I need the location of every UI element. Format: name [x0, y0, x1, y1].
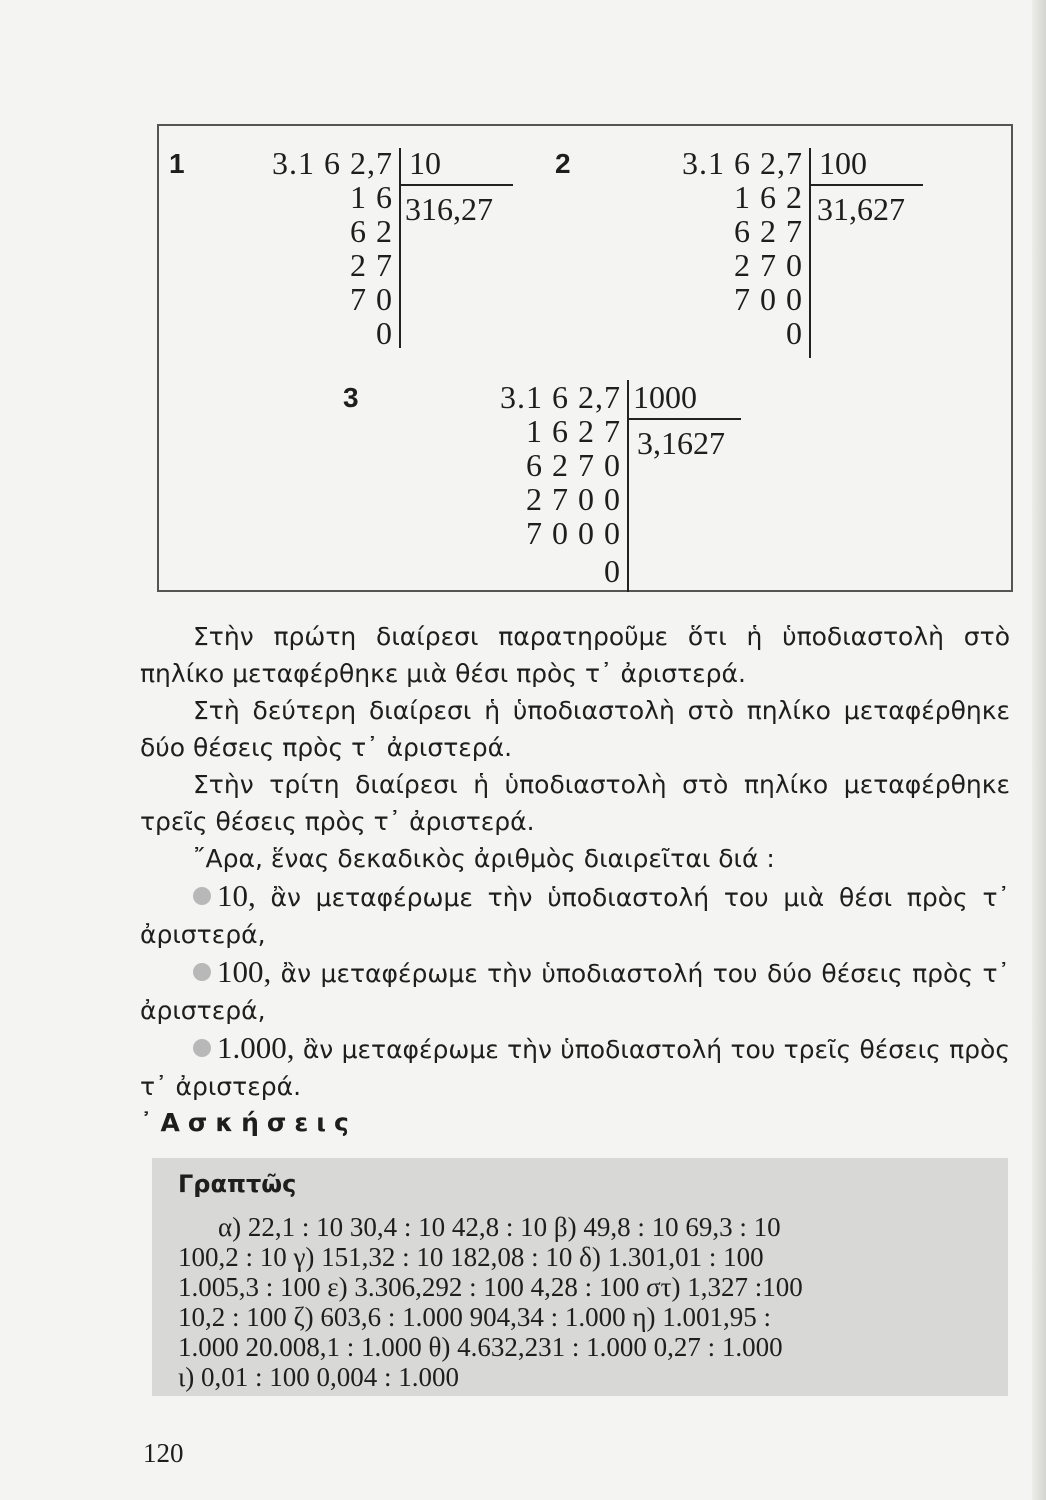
division-2-row: 0: [786, 315, 803, 351]
bullet-text: ἂν μεταφέρωμε τὴν ὑποδιαστολή του μιὰ θέσι πρὸς τ᾿ ἀριστερά,: [140, 883, 1010, 949]
division-3-underline: [629, 418, 741, 420]
division-3-bar: [627, 380, 629, 592]
division-2-number: 2: [555, 148, 571, 179]
division-2-row: 7 0 0: [734, 281, 803, 317]
paragraph: ῎Αρα, ἕνας δεκαδικὸς ἀριθμὸς διαιρεῖται διά :: [193, 844, 775, 873]
division-3-row: 7 0 0 0: [526, 515, 621, 551]
division-2-bar: [809, 148, 811, 358]
exercise-line: 1.005,3 : 100 ε) 3.306,292 : 100 4,28 : 100 στ) 1,327 :100: [178, 1272, 803, 1302]
division-1-row: 2 7: [350, 247, 393, 283]
division-3-number: 3: [343, 382, 359, 413]
division-1-quotient: 316,27: [405, 191, 493, 227]
division-3-row: 1 6 2 7: [526, 413, 621, 449]
bullet-item: [140, 1029, 1010, 1105]
bullet-number: 1.000,: [217, 1030, 295, 1065]
exercise-line: α) 22,1 : 10 30,4 : 10 42,8 : 10 β) 49,8 : 10 69,3 : 10: [218, 1212, 781, 1242]
exercise-lines: [178, 1212, 976, 1392]
bullet-number: 10,: [217, 878, 256, 913]
division-2-underline: [811, 184, 923, 186]
division-1-bar: [399, 148, 401, 348]
division-3-divisor: 1000: [633, 379, 697, 415]
division-2-dividend: 3.1 6 2,7: [682, 145, 803, 181]
paragraph: Στὴ δεύτερη διαίρεσι ἡ ὑποδιαστολὴ στὸ πηλίκο μεταφέρθηκε δύο θέσεις πρὸς τ᾿ ἀριστερά.: [140, 696, 1010, 762]
paragraph: Στὴν πρώτη διαίρεσι παρατηροῦμε ὅτι ἡ ὑποδιαστολὴ στὸ πηλίκο μεταφέρθηκε μιὰ θέσι πρὸς τ᾿ ἀριστερά.: [140, 622, 1010, 688]
exercise-line: 10,2 : 100 ζ) 603,6 : 1.000 904,34 : 1.000 η) 1.001,95 :: [178, 1302, 772, 1332]
written-label: Γραπτῶς: [178, 1170, 297, 1198]
division-2-divisor: 100: [819, 145, 867, 181]
division-3-quotient: 3,1627: [637, 425, 725, 461]
exercise-line: 100,2 : 10 γ) 151,32 : 10 182,08 : 10 δ) 1.301,01 : 100: [178, 1242, 764, 1272]
division-1-dividend: 3.1 6 2,7: [272, 145, 393, 181]
bullet-number: 100,: [217, 954, 272, 989]
explanation-text: [140, 618, 1010, 1105]
division-1-row: 0: [376, 315, 393, 351]
division-1-row: 7 0: [350, 281, 393, 317]
division-1-number: 1: [169, 148, 185, 179]
page-number: 120: [143, 1438, 184, 1468]
division-2-row: 1 6 2: [734, 179, 803, 215]
division-3-row: 0: [604, 553, 621, 589]
division-1-row: 1 6: [350, 179, 393, 215]
division-1-underline: [401, 184, 513, 186]
division-3-row: 6 2 7 0: [526, 447, 621, 483]
bullet-dot-icon: [193, 887, 211, 905]
division-2-quotient: 31,627: [817, 191, 905, 227]
exercise-line: 1.000 20.008,1 : 1.000 θ) 4.632,231 : 1.000 0,27 : 1.000: [178, 1332, 783, 1362]
bullet-item: [140, 953, 1010, 1029]
division-1-divisor: 10: [409, 145, 441, 181]
bullet-item: [140, 877, 1010, 953]
division-1-row: 6 2: [350, 213, 393, 249]
bullet-dot-icon: [193, 963, 211, 981]
division-2-row: 2 7 0: [734, 247, 803, 283]
division-3-dividend: 3.1 6 2,7: [500, 379, 621, 415]
division-2-row: 6 2 7: [734, 213, 803, 249]
division-3-row: 2 7 0 0: [526, 481, 621, 517]
page-edge: [1032, 0, 1046, 1500]
bullet-text: ἂν μεταφέρωμε τὴν ὑποδιαστολή του τρεῖς θέσεις πρὸς τ᾿ ἀριστερά.: [140, 1035, 1010, 1101]
division-examples-box: [157, 124, 1013, 592]
paragraph: Στὴν τρίτη διαίρεσι ἡ ὑποδιαστολὴ στὸ πηλίκο μεταφέρθηκε τρεῖς θέσεις πρὸς τ᾿ ἀριστερά.: [140, 770, 1010, 836]
bullet-text: ἂν μεταφέρωμε τὴν ὑποδιαστολή του δύο θέσεις πρὸς τ᾿ ἀριστερά,: [140, 959, 1010, 1025]
bullet-dot-icon: [193, 1039, 211, 1057]
exercises-title: ᾿Ασκήσεις: [140, 1108, 357, 1137]
exercise-line: ι) 0,01 : 100 0,004 : 1.000: [178, 1362, 460, 1392]
